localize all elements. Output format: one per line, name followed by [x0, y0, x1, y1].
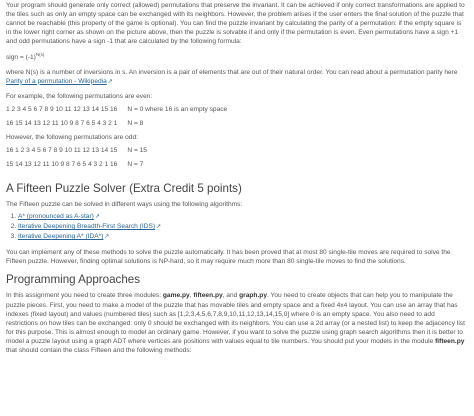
parity-link[interactable]: Parity of a permutation - Wikipedia	[6, 77, 107, 85]
permutation-note: N = 7	[127, 161, 144, 169]
odd-permutations	[6, 146, 468, 169]
programming-text: In this assignment you need to create three modules:	[6, 292, 163, 300]
programming-text: . You need to create objects that can help you to manipulate the puzzle pieces. First, you need to make a model of the puzzle that has movable tiles and empty space and a fixed 4x4 layout. You can use an array that has indexes (fixed layout) and values (numbered tiles) such as [1,2,3,4,5,6,7,8,9,10,11,12,13,14,15,0] where 0 is an empty space. You also need to add restrictions on how tiles can be exchanged: only 0 should be exchanged with its neighbors. You can use a 2d array (or a nested list) to keep the adjacency list for this purpose. This is almost enough to model an ordinary game. However, if you want to solve the puzzle using graph search algorithms then it is better to model a puzzle layout using a graph ADT where vertices are positions with values equal to tile numbers. You should put your models in the module	[6, 292, 465, 345]
sign-formula	[6, 50, 468, 62]
separator: , and	[222, 292, 240, 300]
idastar-link[interactable]: Iterative Deepening A* (IDA*)	[18, 233, 104, 241]
odd-label: However, the following permutations are odd:	[6, 134, 138, 142]
solver-paragraph: You can implement any of these methods to solve the puzzle automatically. It has been proved that at most 80 single-tile moves are required to solve the Fifteen puzzle. However, finding optimal solutions is NP-hard, so it may require much more than 80 single-tile moves to find the solutions.	[6, 249, 451, 266]
algorithm-item	[18, 232, 468, 242]
algorithm-list	[6, 212, 468, 242]
inversion-text: where N(s) is a number of inversions in s. An inversion is a pair of elements that are out of their natural order. You can read about a permutation parity here	[6, 68, 458, 76]
formula-base: sign = (-1)	[6, 54, 36, 62]
permutation-note: N = 0 where 16 is an empty space	[127, 106, 228, 114]
programming-paragraph	[6, 291, 468, 355]
programming-heading: Programming Approaches	[6, 273, 141, 287]
external-link-icon: ↗	[107, 78, 113, 85]
astar-link[interactable]: A* (pronounced as A-star)	[18, 213, 94, 221]
permutation-sequence: 15 14 13 12 11 10 9 8 7 6 5 4 3 2 1 16	[6, 161, 118, 169]
module-fifteen-ref: fifteen.py	[435, 337, 465, 345]
document-page	[0, 1, 474, 416]
permutation-row	[6, 105, 468, 114]
inversion-paragraph	[6, 68, 468, 87]
even-permutations	[6, 105, 468, 128]
external-link-icon: ↗	[156, 224, 162, 231]
solver-intro: The Fifteen puzzle can be solved in different ways using the following algorithms:	[6, 201, 243, 209]
permutation-row	[6, 119, 468, 128]
even-label: For example, the following permutations are even:	[6, 92, 153, 100]
algorithm-item	[18, 222, 468, 232]
external-link-icon: ↗	[94, 214, 100, 221]
module-graph: graph.py	[239, 292, 267, 300]
permutation-sequence: 16 1 2 3 4 5 6 7 8 9 10 11 12 13 14 15	[6, 147, 118, 155]
external-link-icon: ↗	[104, 234, 110, 241]
module-game: game.py	[162, 292, 190, 300]
algorithm-item	[18, 212, 468, 222]
module-fifteen: fifteen.py	[193, 292, 223, 300]
permutation-row	[6, 160, 468, 169]
permutation-note: N = 15	[127, 147, 147, 155]
solver-heading: A Fifteen Puzzle Solver (Extra Credit 5 points)	[6, 182, 242, 196]
permutation-row	[6, 146, 468, 155]
permutation-sequence: 1 2 3 4 5 6 7 8 9 10 11 12 13 14 15 16	[6, 106, 118, 114]
permutation-sequence: 16 15 14 13 12 11 10 9 8 7 6 5 4 3 2 1	[6, 120, 118, 128]
formula-exponent: N(s)	[35, 52, 45, 58]
ids-link[interactable]: Iterative Deepening Breadth-First Search (IDS)	[18, 223, 156, 231]
permutation-note: N = 8	[127, 120, 144, 128]
separator: ,	[189, 292, 194, 300]
intro-paragraph: Your program should generate only correct (allowed) permutations that preserve the invariant. It can be achieved if only correct transformations are applied to the tiles such as only an empty space can be exchanged with its neighbors. However, the problem arises if the user enters the final solution of the puzzle that cannot be reachable (this property of the game is optional). You can find the puzzle invariant by calculating the parity of a permutation: if the empty square is in the lower right corner as shown on the picture above, then the puzzle is solvable if and only if the permutation is even. Even permutations have a sign +1 and odd permutations have a sign -1 that are calculated by the following formula:	[6, 2, 465, 46]
programming-text: that should contain the class Fifteen and the following methods:	[6, 346, 192, 354]
